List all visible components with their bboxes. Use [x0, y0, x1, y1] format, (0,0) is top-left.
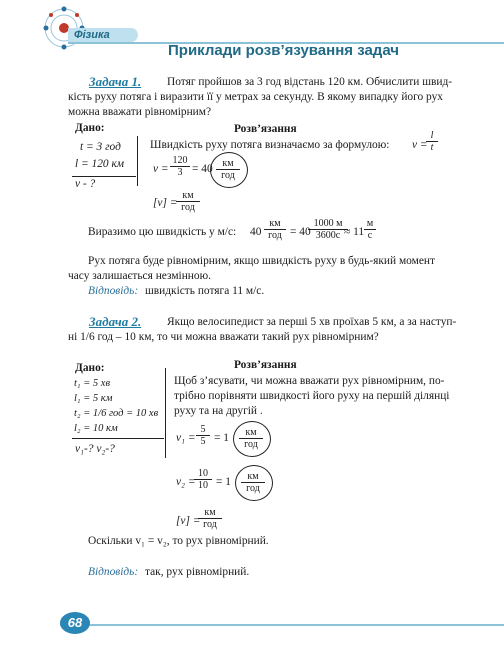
task1-eq1-fraction: $\frac{120}{3}$ — [170, 155, 190, 178]
task1-formula-v: v = — [412, 139, 428, 151]
task1-eq1-lhs: v = — [153, 163, 169, 175]
task1-conclusion-line1: Рух потяга буде рівномірним, якщо швидкість руху в будь-який момент — [88, 255, 435, 267]
task2-given-t1: t₁ = 5 хв — [74, 378, 110, 389]
task1-convert-unit-c: м с — [364, 218, 376, 241]
task2-solution-line1: Щоб з’ясувати, чи можна вважати рух рівномірним, по- — [174, 375, 445, 387]
task1-unit-fraction: км год — [176, 190, 200, 213]
page-number: 68 — [67, 615, 83, 630]
task2-solution-line2: трібно порівняти швидкості його руху на першій ділянці — [174, 390, 450, 402]
task2-answer: так, рух рівномірний. — [145, 566, 250, 578]
task2-find: v₁-? v₂-? — [75, 443, 115, 455]
task2-text-line2: ні 1/6 год – 10 км, то чи можна вважати такий рух рівномірним? — [68, 331, 379, 343]
task1-text-line3: можна вважати рівномірним? — [68, 106, 212, 118]
task2-eq2-result: = 1 — [216, 476, 231, 488]
task2-given-l1: l₁ = 5 км — [74, 393, 113, 404]
task2-given-t2: t₂ = 1/6 год = 10 хв — [74, 408, 159, 419]
task2-unit-fraction: км год — [198, 507, 222, 530]
footer-rule — [60, 624, 504, 626]
task1-text-line2: кість руху потяга і виразити її у метрах за секунду. В якому випадку його рух — [68, 91, 443, 103]
task2-eq2-fraction: $\frac{10}{10}$ — [194, 468, 212, 491]
task2-eq1-unit: км год — [239, 427, 263, 450]
task2-eq2-unit: км год — [241, 471, 265, 494]
task2-eq1-fraction: $\frac{5}{5}$ — [196, 424, 210, 447]
task1-solution-title: Розв’язання — [234, 123, 297, 135]
task1-convert-fraction: 1000 м 3600с — [308, 218, 348, 241]
task1-find: v - ? — [75, 178, 96, 190]
task1-convert-eq: = 40 — [290, 226, 311, 238]
task1-given-vline — [137, 136, 138, 186]
task1-unit-lhs: [v] = — [153, 197, 178, 209]
page-title: Приклади розв’язування задач — [168, 42, 399, 59]
task2-conclusion: Оскільки v₁ = v₂, то рух рівномірний. — [88, 535, 269, 547]
task1-convert-a: 40 — [250, 226, 262, 238]
task2-eq1-result: = 1 — [214, 432, 229, 444]
task1-given-l: l = 120 км — [75, 158, 125, 170]
task2-given-vline — [165, 368, 166, 458]
task2-given-l2: l₂ = 10 км — [74, 423, 118, 434]
task2-eq2-lhs: v₂ = — [176, 476, 196, 488]
task1-answer-label: Відповідь: — [88, 285, 139, 297]
task2-eq1-lhs: v₁ = — [176, 432, 196, 444]
task2-solution-line3: руху та на другій . — [174, 405, 263, 417]
task1-text-line1: Потяг пройшов за 3 год відстань 120 км. Обчислити швид- — [167, 76, 453, 88]
task2-given-divider — [72, 438, 164, 439]
task1-label: Задача 1. — [89, 74, 142, 89]
task2-solution-title: Розв’язання — [234, 359, 297, 371]
task1-eq1-result: = 40 — [192, 163, 213, 175]
task1-formula-fraction: $\frac{l}{t}$ — [426, 130, 438, 153]
task1-solution-line1: Швидкість руху потяга визначаємо за формулою: — [150, 139, 390, 151]
section-name: Фізика — [74, 29, 110, 41]
task2-text-line1: Якщо велосипедист за перші 5 хв проїхав 5 км, а за наступ- — [167, 316, 457, 328]
task2-label: Задача 2. — [89, 314, 142, 329]
task1-convert-text: Виразимо цю швидкість у м/с: — [88, 226, 237, 238]
task1-answer: швидкість потяга 11 м/с. — [145, 285, 265, 297]
task1-convert-approx: ≈ 11 — [344, 226, 365, 238]
task1-given-t: t = 3 год — [80, 141, 121, 153]
task1-conclusion-line2: часу залишається незмінною. — [68, 270, 211, 282]
task2-given-title: Дано: — [75, 362, 105, 374]
task1-convert-unit-a: км год — [264, 218, 286, 241]
task2-answer-label: Відповідь: — [88, 566, 139, 578]
task1-given-title: Дано: — [75, 122, 105, 134]
task1-eq1-unit: км год — [216, 158, 240, 181]
task2-unit-lhs: [v] = — [176, 515, 201, 527]
